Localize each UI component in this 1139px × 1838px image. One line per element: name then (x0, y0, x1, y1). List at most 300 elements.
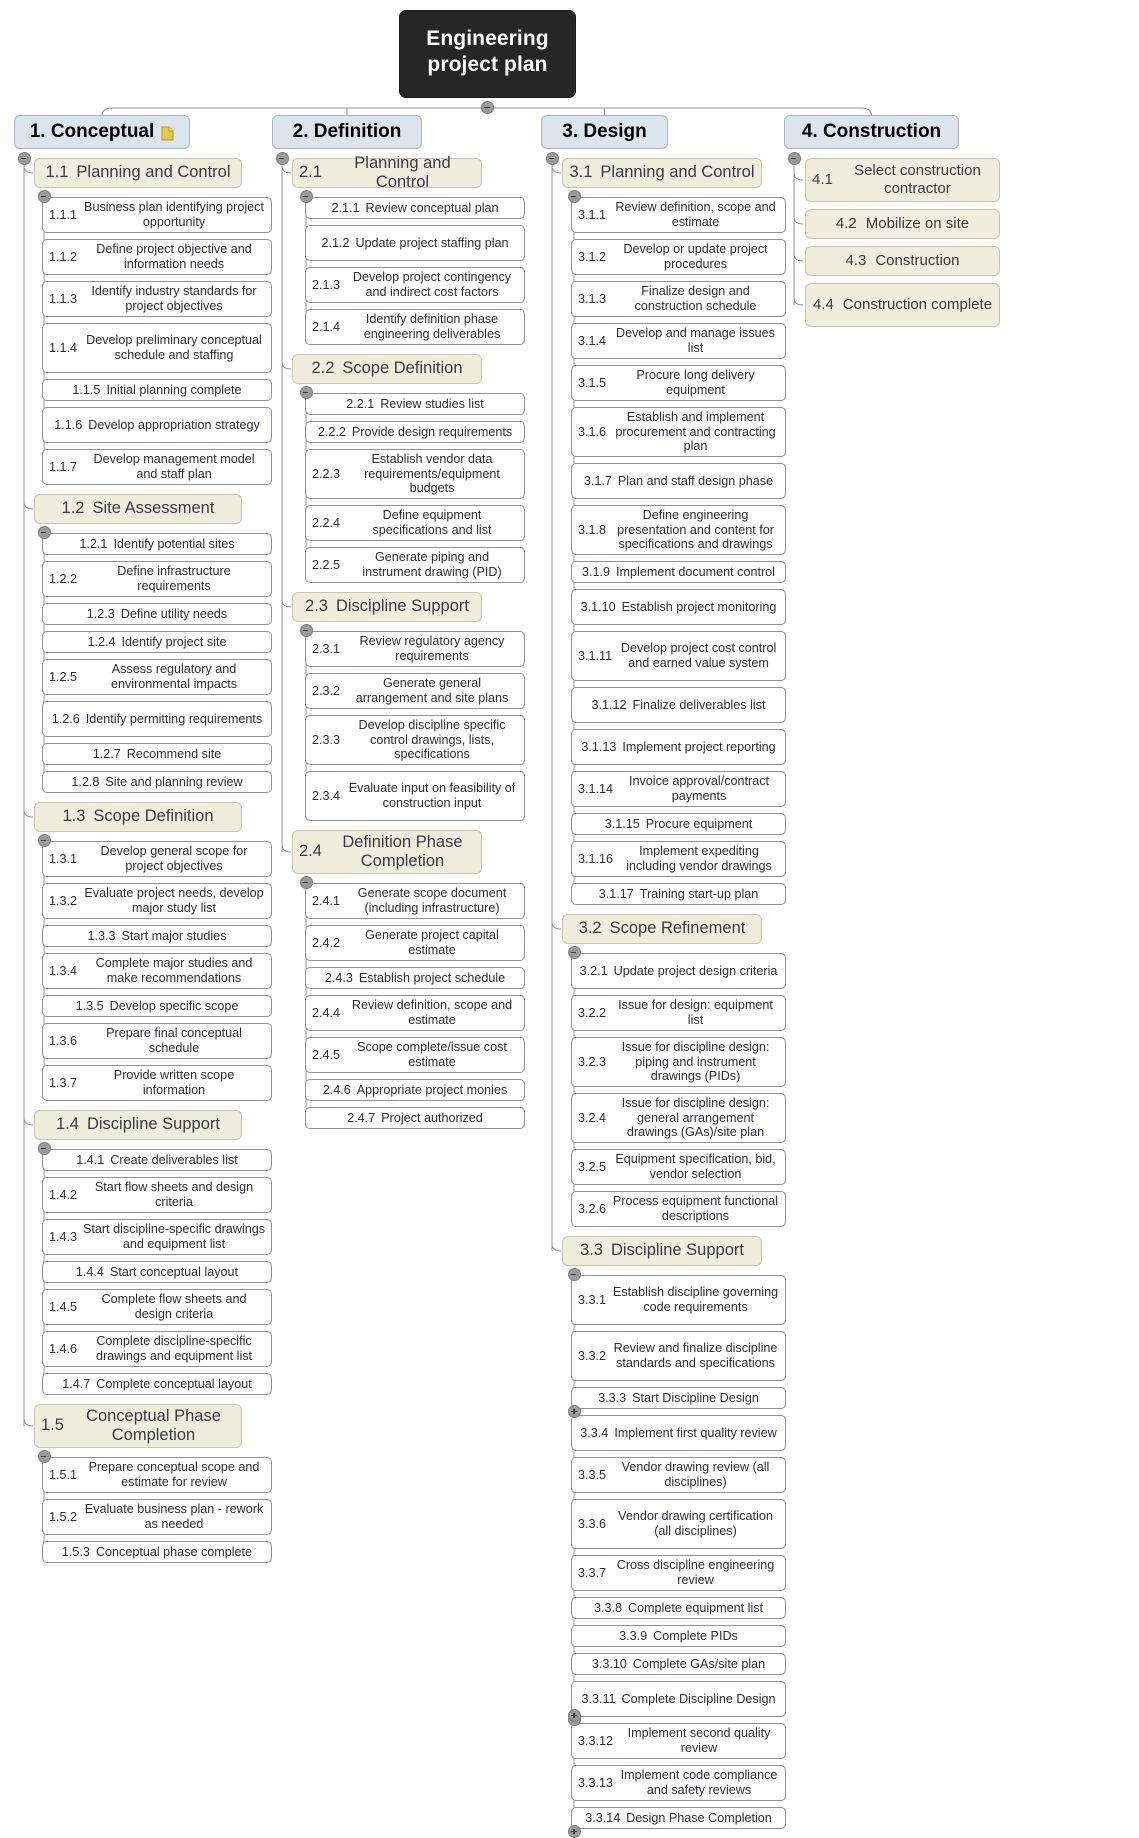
node-number: 3.2.4 (578, 1110, 607, 1125)
section-node-1.1[interactable] (34, 158, 242, 188)
task-node-3.3.11[interactable] (571, 1681, 786, 1717)
task-node-3.1.13[interactable] (571, 729, 786, 765)
node-label: Equipment specification, bid, vendor selection (615, 1152, 776, 1181)
node-number: 2.4.4 (312, 1005, 341, 1020)
node-label: Evaluate input on feasibility of construction input (348, 781, 516, 810)
node-number: 1.1.4 (49, 340, 78, 355)
task-node-3.3.12[interactable] (571, 1723, 786, 1759)
phase-node-4[interactable] (784, 115, 959, 149)
task-node-2.2.2[interactable] (305, 421, 525, 443)
node-label: Develop project cost control and earned value system (620, 641, 777, 670)
task-node-3.3.10[interactable] (571, 1653, 786, 1675)
node-label: Select construction contractor (854, 162, 981, 197)
task-node-3.1.10[interactable] (571, 589, 786, 625)
task-node-3.3.8[interactable] (571, 1597, 786, 1619)
node-number: 3.2.3 (578, 1054, 607, 1069)
node-label: Scope Definition (93, 807, 214, 826)
node-number: 3.3.9 (619, 1628, 648, 1643)
node-number: 3.3.3 (598, 1390, 627, 1405)
section-node-1.4[interactable] (34, 1110, 242, 1140)
node-label: Identify potential sites (113, 536, 235, 551)
node-label: Site and planning review (105, 774, 243, 789)
node-number: 1.3.4 (49, 963, 78, 978)
phase-node-3[interactable] (541, 115, 668, 149)
task-node-1.3.1[interactable] (42, 841, 272, 877)
node-label: Conceptual Phase Completion (86, 1406, 221, 1444)
task-node-1.4.7[interactable] (42, 1373, 272, 1395)
node-label: Define engineering presentation and content for specifications and drawings (617, 507, 774, 552)
node-number: 3.1.16 (578, 851, 614, 866)
node-number: 3.1 (569, 163, 593, 182)
node-label: Procure long delivery equipment (636, 368, 755, 397)
task-node-2.4.1[interactable] (305, 883, 525, 919)
node-label: Conceptual phase complete (95, 1544, 253, 1559)
node-label: 2. Definition (292, 120, 402, 142)
task-node-1.3.6[interactable] (42, 1023, 272, 1059)
task-node-3.3.9[interactable] (571, 1625, 786, 1647)
node-label: Issue for discipline design: piping and instrument drawings (PIDs) (621, 1039, 770, 1084)
node-label: Initial planning complete (106, 382, 242, 397)
section-node-2.3[interactable] (292, 592, 482, 622)
task-node-1.1.3[interactable] (42, 281, 272, 317)
task-node-3.1.9[interactable] (571, 561, 786, 583)
section-3.1-collapse-toggle[interactable] (568, 190, 581, 203)
node-label: Discipline Support (86, 1115, 220, 1134)
node-label: Discipline Support (335, 597, 469, 616)
task-node-1.4.1[interactable] (42, 1149, 272, 1171)
node-number: 1.3.7 (49, 1075, 78, 1090)
section-2.1-collapse-toggle[interactable] (300, 190, 313, 203)
node-label: Identify project site (121, 634, 227, 649)
section-node-3.1[interactable] (562, 158, 762, 188)
root-node[interactable] (399, 10, 576, 98)
task-node-3.2.1[interactable] (571, 953, 786, 989)
node-label: Generate project capital estimate (365, 928, 499, 957)
task-node-2.4.6[interactable] (305, 1079, 525, 1101)
node-label: Define equipment specifications and list (372, 508, 492, 537)
design-phase-bottom-expand-toggle[interactable] (568, 1709, 581, 1722)
node-number: 4.2 (835, 215, 857, 233)
node-number: 1.4.5 (49, 1299, 78, 1314)
node-label: Develop specific scope (109, 998, 239, 1013)
task-node-3.1.15[interactable] (571, 813, 786, 835)
phase-node-2[interactable] (272, 115, 422, 149)
task-node-3.1.14[interactable] (571, 771, 786, 807)
node-number: 3.3.7 (578, 1565, 607, 1580)
node-label: Complete flow sheets and design criteria (101, 1292, 247, 1321)
node-label: Establish project schedule (358, 970, 506, 985)
node-label: Establish discipline governing code requirements (612, 1285, 779, 1314)
task-node-3.1.7[interactable] (571, 463, 786, 499)
node-number: 1.3.1 (49, 851, 78, 866)
task-node-2.1.4[interactable] (305, 309, 525, 345)
task-node-3.1.8[interactable] (571, 505, 786, 555)
task-node-3.1.16[interactable] (571, 841, 786, 877)
task-node-4.3[interactable] (805, 246, 1000, 276)
task-node-3.1.5[interactable] (571, 365, 786, 401)
node-number: 3.2.1 (579, 963, 608, 978)
node-number: 1.5 (41, 1416, 64, 1435)
node-label: Scope Refinement (609, 919, 746, 938)
task-node-3.3.14[interactable] (571, 1807, 786, 1829)
node-label: Business plan identifying project opportunity (84, 200, 264, 229)
task-node-1.3.5[interactable] (42, 995, 272, 1017)
node-label: Review conceptual plan (365, 200, 499, 215)
task-node-2.2.5[interactable] (305, 547, 525, 583)
node-label: Design Phase Completion (626, 1810, 772, 1825)
node-number: 3.1.4 (578, 333, 607, 348)
task-node-3.3.5[interactable] (571, 1457, 786, 1493)
node-label: Invoice approval/contract payments (629, 774, 770, 803)
task-node-4.4[interactable] (805, 283, 1000, 327)
node-label: Training start-up plan (639, 886, 759, 901)
node-number: 1.3 (62, 807, 86, 826)
node-label: Recommend site (126, 746, 222, 761)
node-label: Start Discipline Design (632, 1390, 759, 1405)
node-number: 3.1.3 (578, 291, 607, 306)
task-node-3.1.6[interactable] (571, 407, 786, 457)
node-number: 2.2.1 (346, 396, 375, 411)
node-label: Review definition, scope and estimate (615, 200, 776, 229)
node-label: Establish vendor data requirements/equipment budgets (364, 451, 500, 496)
node-label: Construction (875, 252, 960, 270)
node-label: Define utility needs (120, 606, 228, 621)
node-number: 1.5.1 (49, 1467, 78, 1482)
node-label: Complete equipment list (627, 1600, 764, 1615)
task-node-1.4.3[interactable] (42, 1219, 272, 1255)
node-label: Finalize deliverables list (632, 697, 766, 712)
root-title-line: Engineering (426, 27, 549, 50)
node-number: 1.3.5 (75, 998, 104, 1013)
node-number: 2.4 (299, 842, 322, 861)
task-node-1.4.5[interactable] (42, 1289, 272, 1325)
phase-1-collapse-toggle[interactable] (18, 152, 31, 165)
node-label: Develop project contingency and indirect cost factors (352, 270, 512, 299)
node-label: Assess regulatory and environmental impacts (111, 662, 237, 691)
task-node-1.2.7[interactable] (42, 743, 272, 765)
node-label: Develop management model and staff plan (93, 452, 255, 481)
node-number: 3.1.7 (583, 473, 612, 488)
task-node-3.1.12[interactable] (571, 687, 786, 723)
node-number: 1.2.4 (87, 634, 116, 649)
node-number: 1.2.3 (86, 606, 115, 621)
task-node-1.2.6[interactable] (42, 701, 272, 737)
task-node-3.3.4[interactable] (571, 1415, 786, 1451)
task-node-2.1.2[interactable] (305, 225, 525, 261)
task-node-1.1.5[interactable] (42, 379, 272, 401)
node-number: 2.3.4 (312, 788, 341, 803)
node-label: Create deliverables list (110, 1152, 238, 1167)
node-label: Process equipment functional descriptions (612, 1194, 779, 1223)
node-number: 2.4.2 (312, 935, 341, 950)
node-label: Start major studies (121, 928, 227, 943)
task-node-2.4.3[interactable] (305, 967, 525, 989)
task-node-3.2.6[interactable] (571, 1191, 786, 1227)
task-node-1.3.4[interactable] (42, 953, 272, 989)
node-number: 1.2.1 (79, 536, 108, 551)
node-number: 3.3.14 (585, 1810, 621, 1825)
node-number: 2.1.2 (321, 235, 350, 250)
task-node-2.1.3[interactable] (305, 267, 525, 303)
task-node-1.1.7[interactable] (42, 449, 272, 485)
node-number: 2.2.3 (312, 466, 341, 481)
node-number: 1.1.5 (72, 382, 101, 397)
node-number: 3.1.11 (578, 648, 613, 663)
task-node-2.2.4[interactable] (305, 505, 525, 541)
node-label: Identify definition phase engineering deliverables (363, 312, 501, 341)
node-label: Vendor drawing review (all disciplines) (621, 1460, 770, 1489)
node-label: Review and finalize discipline standards and specifications (613, 1341, 778, 1370)
task-node-1.4.2[interactable] (42, 1177, 272, 1213)
node-label: Site Assessment (92, 499, 215, 518)
task-node-1.3.7[interactable] (42, 1065, 272, 1101)
node-number: 3.1.2 (578, 249, 607, 264)
task-node-3.3.6[interactable] (571, 1499, 786, 1549)
task-node-3.2.2[interactable] (571, 995, 786, 1031)
task-node-1.2.1[interactable] (42, 533, 272, 555)
section-1.5-collapse-toggle[interactable] (38, 1450, 51, 1463)
phase-node-1[interactable] (14, 115, 190, 149)
task-node-2.4.2[interactable] (305, 925, 525, 961)
node-label: Identify permitting requirements (85, 711, 263, 726)
node-number: 3.1.10 (580, 599, 616, 614)
node-number: 2.4.7 (347, 1110, 376, 1125)
task-node-4.2[interactable] (805, 209, 1000, 239)
node-number: 1.2.8 (71, 774, 100, 789)
node-number: 3.1.17 (598, 886, 634, 901)
node-number: 1.2.2 (49, 571, 78, 586)
section-1.1-collapse-toggle[interactable] (38, 190, 51, 203)
node-number: 3.1.6 (578, 424, 607, 439)
node-number: 1.4.1 (76, 1152, 105, 1167)
node-number: 1.1.6 (54, 417, 83, 432)
node-label: Provide written scope information (113, 1068, 235, 1097)
node-number: 3.3 (580, 1241, 603, 1260)
node-label: Definition Phase Completion (342, 832, 463, 870)
node-number: 1.4.4 (75, 1264, 104, 1279)
node-label: Planning and Control (354, 153, 451, 191)
node-number: 3.3.5 (578, 1467, 607, 1482)
node-label: Implement project reporting (622, 739, 776, 754)
section-3.2-collapse-toggle[interactable] (568, 946, 581, 959)
task-node-3.2.4[interactable] (571, 1093, 786, 1143)
node-number: 2.4.6 (322, 1082, 351, 1097)
task-node-3.1.4[interactable] (571, 323, 786, 359)
node-number: 2.4.5 (312, 1047, 341, 1062)
node-label: Implement expediting including vendor drawings (626, 844, 772, 873)
node-label: Appropriate project monies (356, 1082, 508, 1097)
task-node-2.4.5[interactable] (305, 1037, 525, 1073)
phase-3-collapse-toggle[interactable] (546, 152, 559, 165)
task-node-4.1[interactable] (805, 158, 1000, 202)
task-node-2.3.2[interactable] (305, 673, 525, 709)
root-collapse-toggle[interactable] (481, 101, 494, 114)
node-number: 2.2.2 (317, 424, 346, 439)
task-node-3.3.2[interactable] (571, 1331, 786, 1381)
task-node-3.3.1[interactable] (571, 1275, 786, 1325)
node-number: 1.4.7 (62, 1376, 91, 1391)
task-node-3.1.1[interactable] (571, 197, 786, 233)
section-node-2.2[interactable] (292, 354, 482, 384)
node-number: 1.4.2 (49, 1187, 78, 1202)
node-label: 3. Design (562, 120, 647, 142)
task-node-1.5.2[interactable] (42, 1499, 272, 1535)
node-number: 3.1.14 (578, 781, 614, 796)
task-node-1.2.3[interactable] (42, 603, 272, 625)
node-number: 3.3.11 (581, 1691, 616, 1706)
section-2.2-collapse-toggle[interactable] (300, 386, 313, 399)
node-number: 4.4 (812, 296, 834, 314)
node-label: Complete discipline-specific drawings and equipment list (95, 1334, 253, 1363)
node-label: Develop general scope for project objectives (100, 844, 248, 873)
node-label: Procure equipment (645, 816, 753, 831)
node-number: 3.2.5 (578, 1159, 607, 1174)
node-number: 3.3.2 (578, 1348, 607, 1363)
task-node-1.2.2[interactable] (42, 561, 272, 597)
task-node-3.1.3[interactable] (571, 281, 786, 317)
node-number: 3.3.10 (591, 1656, 627, 1671)
node-label: Develop discipline specific control drawings, lists, specifications (358, 717, 506, 762)
section-2.3-collapse-toggle[interactable] (300, 624, 313, 637)
node-label: Update project design criteria (613, 963, 778, 978)
node-number: 1.3.2 (49, 893, 78, 908)
task-node-1.1.1[interactable] (42, 197, 272, 233)
node-label: Review regulatory agency requirements (359, 634, 505, 663)
node-label: Define project objective and information needs (96, 242, 252, 271)
task-node-3.2.5[interactable] (571, 1149, 786, 1185)
task-node-3.2.3[interactable] (571, 1037, 786, 1087)
node-label: 1. Conceptual (29, 120, 155, 142)
node-label: Issue for design: equipment list (618, 998, 773, 1027)
note-icon[interactable] (161, 125, 174, 140)
task-node-3.3.13[interactable] (571, 1765, 786, 1801)
node-number: 1.2 (61, 499, 85, 518)
task-node-1.5.1[interactable] (42, 1457, 272, 1493)
node-number: 2.3 (305, 597, 328, 616)
section-node-3.2[interactable] (562, 914, 762, 944)
task-node-1.5.3[interactable] (42, 1541, 272, 1563)
node-label: Planning and Control (76, 163, 231, 182)
task-node-2.3.1[interactable] (305, 631, 525, 667)
node-number: 3.3.6 (578, 1516, 607, 1531)
task-node-1.4.6[interactable] (42, 1331, 272, 1367)
node-label: Develop and manage issues list (616, 326, 775, 355)
section-node-1.5[interactable] (34, 1404, 242, 1448)
section-1.2-collapse-toggle[interactable] (38, 526, 51, 539)
node-label: Evaluate project needs, develop major study list (84, 886, 264, 915)
section-node-2.1[interactable] (292, 153, 482, 191)
task-node-2.1.1[interactable] (305, 197, 525, 219)
task-node-2.4.4[interactable] (305, 995, 525, 1031)
phase-2-collapse-toggle[interactable] (276, 152, 289, 165)
node-number: 3.1.12 (591, 697, 627, 712)
node-number: 4.3 (845, 252, 867, 270)
task-node-1.1.2[interactable] (42, 239, 272, 275)
task-node-2.3.4[interactable] (305, 771, 525, 821)
section-1.4-collapse-toggle[interactable] (38, 1142, 51, 1155)
node-label: Implement document control (616, 564, 775, 579)
node-label: Complete conceptual layout (96, 1376, 252, 1391)
task-node-1.2.4[interactable] (42, 631, 272, 653)
task-node-3.3.3[interactable] (571, 1387, 786, 1409)
node-label: Vendor drawing certification (all disciplines) (618, 1509, 773, 1538)
node-label: Implement second quality review (627, 1726, 771, 1755)
task-node-1.4.4[interactable] (42, 1261, 272, 1283)
node-label: Discipline Support (610, 1241, 744, 1260)
node-label: Prepare final conceptual schedule (106, 1026, 242, 1055)
node-label: Complete major studies and make recommendations (95, 956, 253, 985)
node-number: 3.3.12 (578, 1733, 614, 1748)
node-number: 3.2.6 (578, 1201, 607, 1216)
node-number: 2.4.3 (324, 970, 353, 985)
node-number: 2.1.3 (312, 277, 341, 292)
node-number: 3.3.8 (593, 1600, 622, 1615)
node-number: 1.4.6 (49, 1341, 78, 1356)
task-node-3.1.17[interactable] (571, 883, 786, 905)
phase-4-collapse-toggle[interactable] (788, 152, 801, 165)
node-label: Project authorized (381, 1110, 483, 1125)
section-node-3.3[interactable] (562, 1236, 762, 1266)
task-node-2.2.1[interactable] (305, 393, 525, 415)
node-label: Finalize design and construction schedule (634, 284, 757, 313)
node-number: 3.2 (578, 919, 602, 938)
node-number: 2.2.4 (312, 515, 341, 530)
task-node-2.2.3[interactable] (305, 449, 525, 499)
node-number: 3.3.13 (578, 1775, 614, 1790)
node-number: 1.4.3 (49, 1229, 78, 1244)
node-label: 4. Construction (801, 120, 942, 142)
task-node-1.2.5[interactable] (42, 659, 272, 695)
section-3.3-collapse-toggle[interactable] (568, 1268, 581, 1281)
node-number: 1.1 (45, 163, 69, 182)
task-3.3.3-expand-toggle[interactable] (568, 1405, 581, 1418)
node-number: 2.1.1 (331, 200, 360, 215)
task-node-1.2.8[interactable] (42, 771, 272, 793)
task-3.3.14-expand-toggle[interactable] (568, 1825, 581, 1838)
node-label: Start discipline-specific drawings and equipment list (83, 1222, 265, 1251)
node-number: 3.1.8 (578, 522, 607, 537)
section-node-1.2[interactable] (34, 494, 242, 524)
task-node-1.1.4[interactable] (42, 323, 272, 373)
task-node-3.3.7[interactable] (571, 1555, 786, 1591)
node-number: 2.1 (299, 163, 322, 182)
node-label: Establish and implement procurement and contracting plan (615, 409, 776, 454)
task-node-1.3.2[interactable] (42, 883, 272, 919)
node-number: 3.1.15 (604, 816, 640, 831)
task-node-2.3.3[interactable] (305, 715, 525, 765)
section-1.3-collapse-toggle[interactable] (38, 834, 51, 847)
node-number: 3.1.13 (581, 739, 617, 754)
task-node-2.4.7[interactable] (305, 1107, 525, 1129)
node-label: Implement code compliance and safety reviews (620, 1768, 778, 1797)
task-node-1.1.6[interactable] (42, 407, 272, 443)
node-label: Implement first quality review (614, 1425, 777, 1440)
node-number: 1.2.5 (49, 669, 78, 684)
node-number: 3.1.9 (582, 564, 611, 579)
node-label: Review definition, scope and estimate (351, 998, 513, 1027)
node-label: Provide design requirements (351, 424, 513, 439)
node-number: 2.2 (311, 359, 335, 378)
node-label: Cross discipline engineering review (616, 1558, 775, 1587)
section-node-1.3[interactable] (34, 802, 242, 832)
task-node-3.1.2[interactable] (571, 239, 786, 275)
section-node-2.4[interactable] (292, 830, 482, 874)
node-number: 3.2.2 (578, 1005, 607, 1020)
task-node-1.3.3[interactable] (42, 925, 272, 947)
task-node-3.1.11[interactable] (571, 631, 786, 681)
section-2.4-collapse-toggle[interactable] (300, 876, 313, 889)
node-number: 1.4 (56, 1115, 79, 1134)
